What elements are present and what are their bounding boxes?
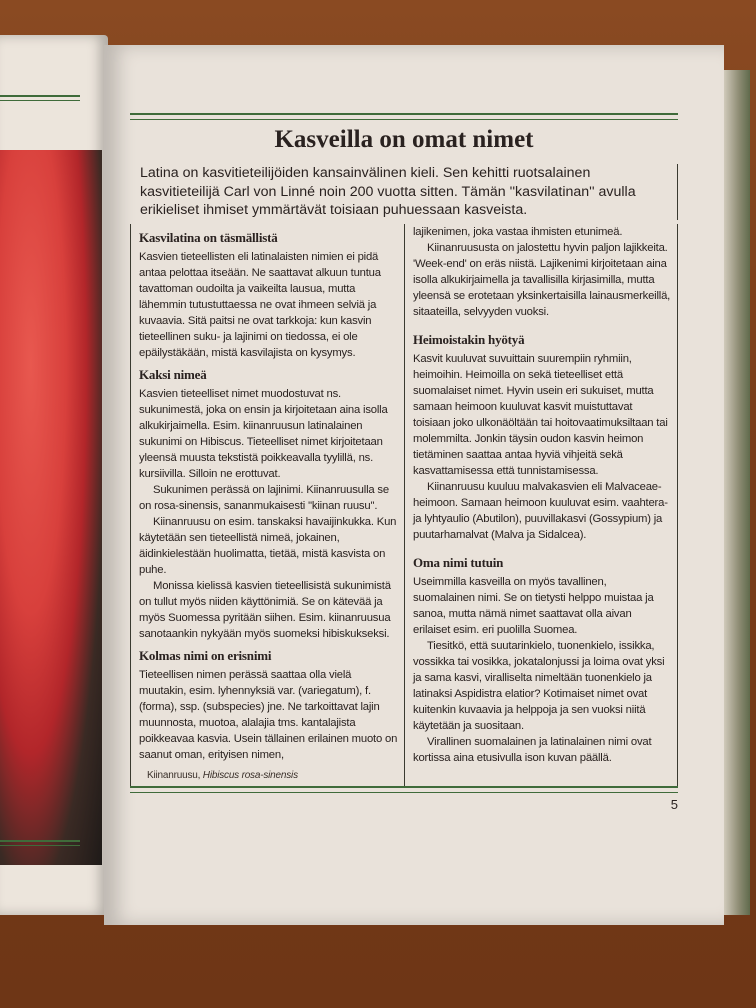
paragraph: Kasvien tieteellisten eli latinalaisten nimien ei pidä antaa pelottaa itseään. Ne saattavat alkuun tuntua tavattoman oudoilta ja vaikeilta lausua, mutta lähemmin tutustuttaessa ne ovat ihmeen selviä ja kuvaavia. Sitä paitsi ne ovat tarkkoja: kun kasvin tieteellinen suku- ja lajinimi on tiedossa, ei ole epäilystäkään, mistä kasvilajista on kysymys. — [139, 250, 381, 359]
paragraph: Monissa kielissä kasvien tieteellisistä sukunimistä on tullut myös niiden käyttönimiä. Se on kätevää ja myös Suomessa pyritään siihen. Esim. kiinanruusua sanotaankin nykyään myös suomeksi hibiskukseksi. — [139, 579, 391, 640]
paragraph: Kiinanruusu on esim. tanskaksi havaijinkukka. Kun käytetään sen tieteellistä nimeä, jokainen, äidinkielestään huolimatta, tietää, mistä kasvista on puhe. — [139, 515, 397, 576]
decorative-rule — [0, 95, 80, 101]
caption-latin-name: Hibiscus rosa-sinensis — [202, 769, 298, 781]
paragraph: Kasvit kuuluvat suvuittain suurempiin ryhmiin, heimoihin. Heimoilla on sekä tieteelliset että suomalaiset nimet. Hyvin usein eri sukuiset, mutta samaan heimoon kuuluvat kasvit muistuttavat toisiaan joko ulkonäöltään tai hoitovaatimuksiltaan tai molemmilta. Jonkin täysin oudon kasvin heimon tietäminen saattaa antaa hyviä vihjeitä sekä kasvattamisessa että tunnistamisessa. — [413, 352, 668, 477]
photo-caption — [147, 769, 398, 782]
decorative-rule — [0, 840, 80, 846]
page-footer — [130, 793, 678, 812]
top-rule — [130, 113, 678, 120]
caption-common-name: Kiinanruusu, — [147, 769, 201, 781]
two-column-body — [130, 224, 678, 786]
paragraph: Kiinanruusu kuuluu malvakasvien eli Malvaceae-heimoon. Samaan heimoon kuuluvat esim. vaahtera- ja lyhtyaulio (Abutilon), puuvillakasvi (Gossypium) ja puutarhamalvat (Malva ja Sidalcea). — [413, 480, 668, 541]
paragraph: Sukunimen perässä on lajinimi. Kiinanruusulla se on rosa-sinensis, sananmukaisesti ''kiinan ruusu''. — [139, 483, 389, 512]
section-heading: Kolmas nimi on erisnimi — [139, 647, 272, 663]
left-column — [131, 224, 404, 786]
intro-paragraph: Latina on kasvitieteilijöiden kansainvälinen kieli. Sen kehitti ruotsalainen kasvitieteilijä Carl von Linné noin 200 vuotta sitten. Tämän ''kasvilatinan'' avulla erikieliset ihmiset ymmärtävät toisiaan puhuessaan kasveista. — [140, 164, 678, 220]
bottom-rule — [130, 786, 678, 793]
paragraph: Kiinanruusustа on jalostettu hyvin paljon lajikkeita. 'Week-end' on eräs niistä. Lajikenimi kirjoitetaan aina isolla alkukirjaimella ja tavallisilla kirjasimilla, mutta yleensä se erotetaan yksinkertaisilla lainausmerkeillä, sitaateilla, selvyyden vuoksi. — [413, 241, 671, 318]
paragraph: Kasvien tieteelliset nimet muodostuvat ns. sukunimestä, joka on ensin ja kirjoitetaan aina isolla alkukirjaimella. Esim. kiinanruusun latinalainen sukunimi on Hibiscus. Tieteelliset nimet kirjoitetaan yleensä muusta tekstistä poikkeavalla tyylillä, ns. kursiivilla. Silloin ne erottuvat. — [139, 387, 388, 480]
right-column — [404, 224, 677, 786]
section-heading: Heimoistakin hyötyä — [413, 331, 525, 347]
hibiscus-photo — [0, 150, 102, 865]
paragraph: Virallinen suomalainen ja latinalainen nimi ovat kortissa aina etusivulla ison kuvan päällä. — [413, 735, 652, 764]
paragraph: Tiesitkö, että suutarinkielo, tuonenkielo, issikka, vossikka tai vosikka, jokatalonjussi ja loima ovat yksi ja sama kasvi, viralliselta nimeltään tuonenkielo ja latinaksi Aspidistra elatior? Kotimaiset nimet ovat kuitenkin kuvaavia ja helppoja ja sen vuoksi niitä käytetään ja suositaan. — [413, 639, 665, 732]
paragraph: Useimmilla kasveilla on myös tavallinen, suomalainen nimi. Se on tietysti helppo muistaa ja sanoa, mutta nämä nimet saattavat olla aivan erilaiset esim. eri puolilla Suomea. — [413, 575, 654, 636]
section-heading: Kaksi nimeä — [139, 366, 207, 382]
section-heading: Kasvilatina on täsmällistä — [139, 229, 278, 245]
section-heading: Oma nimi tutuin — [413, 554, 504, 570]
page-number: 5 — [670, 796, 678, 812]
page-title: Kasveilla on omat nimet — [274, 126, 534, 153]
left-page — [0, 35, 108, 915]
page-content — [130, 113, 678, 812]
book-edge — [722, 70, 750, 915]
paragraph: lajikenimen, joka vastaa ihmisten etunimeä. — [413, 225, 623, 238]
paragraph: Tieteellisen nimen perässä saattaa olla vielä muutakin, esim. lyhennyksiä var. (variegatum), f. (forma), ssp. (subspecies) jne. Ne tarkoittavat lajin muunnosta, muotoa, alalajia tms. kantalajista poikkeavaa kasvia. Usein tällainen erilainen muoto on saanut oman, erityisen nimen, — [139, 668, 398, 761]
